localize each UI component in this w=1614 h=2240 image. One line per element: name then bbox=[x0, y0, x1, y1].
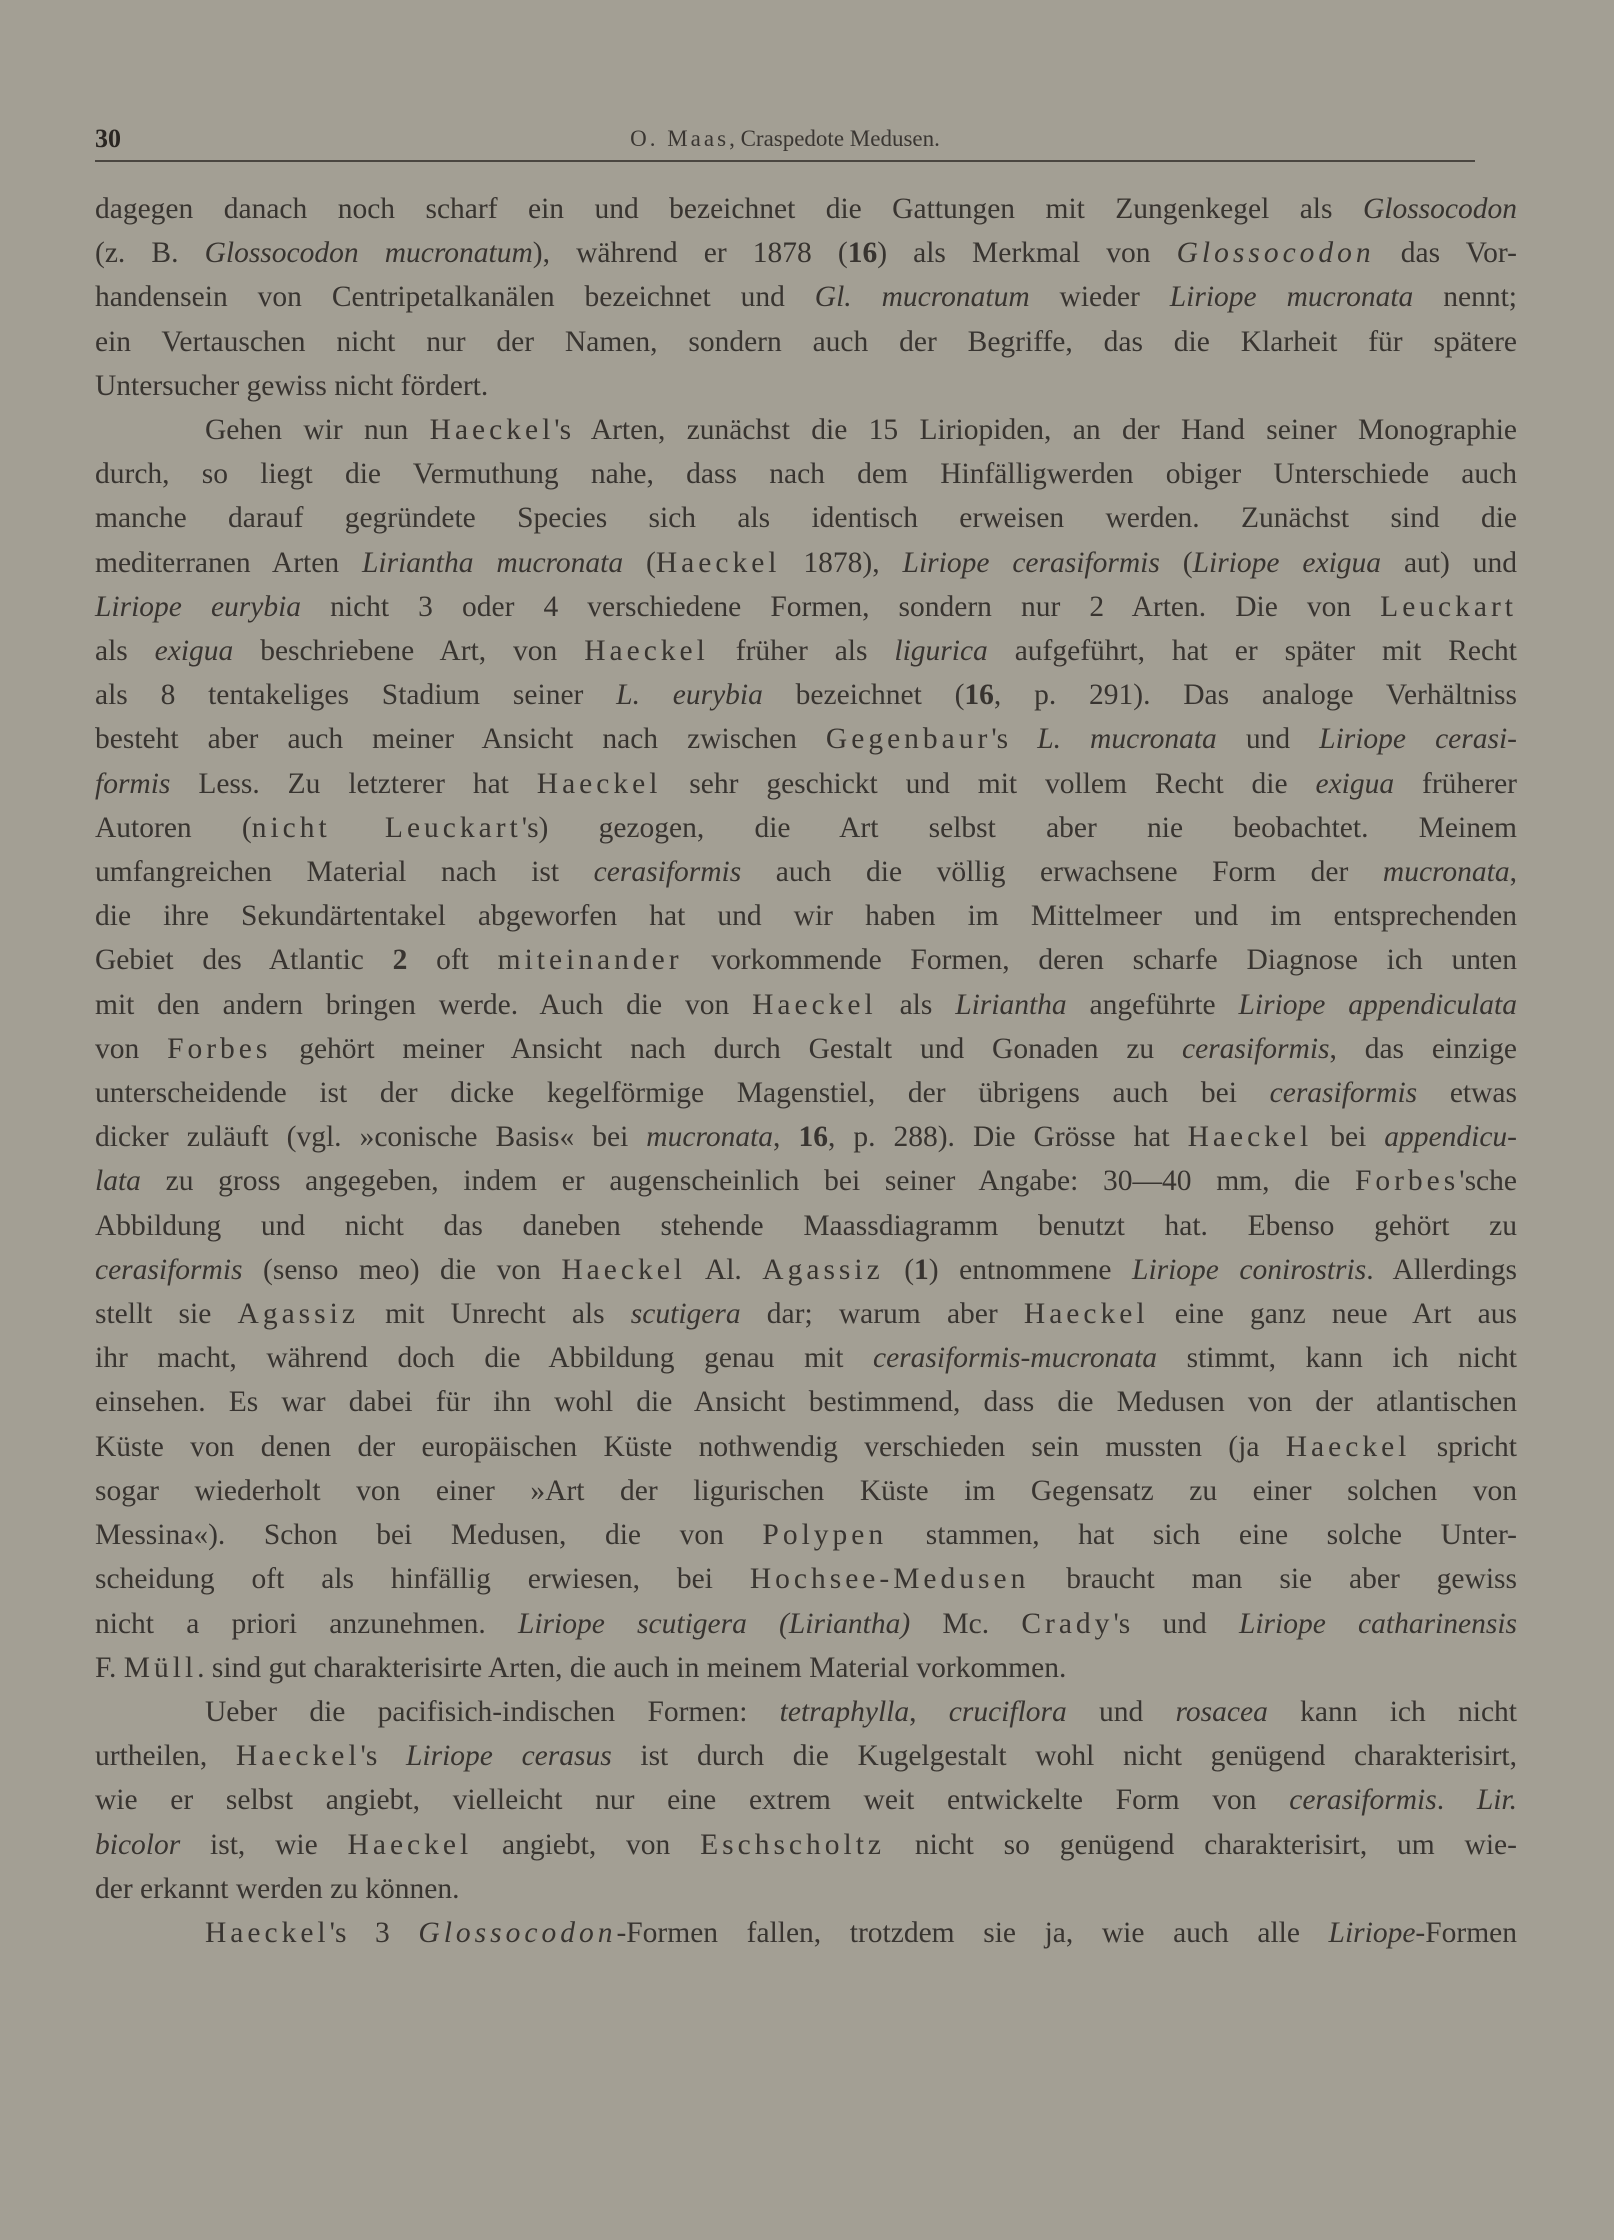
running-head-title: , Craspedote Medusen. bbox=[729, 126, 940, 151]
text-line: bicolor ist, wie Haeckel angiebt, von Eschscholtz nicht so genügend charakterisirt, um wie- bbox=[95, 1828, 1517, 1861]
text-line: Autoren (nicht Leuckart's) gezogen, die Art selbst aber nie beobachtet. Meinem bbox=[95, 811, 1517, 844]
text-line: dagegen danach noch scharf ein und bezeichnet die Gattungen mit Zungenkegel als Glossocodon bbox=[95, 193, 1517, 225]
text-line: F. Müll. sind gut charakterisirte Arten, die auch in meinem Material vorkommen. bbox=[95, 1651, 1067, 1684]
text-line: lata zu gross angegeben, indem er augenscheinlich bei seiner Angabe: 30—40 mm, die Forbes'sche bbox=[95, 1165, 1517, 1198]
text-line: besteht aber auch meiner Ansicht nach zwischen Gegenbaur's L. mucronata und Liriope cerasi- bbox=[95, 723, 1518, 756]
text-line: cerasiformis (senso meo) die von Haeckel Al. Agassiz (1) entnommene Liriope conirostris. Allerdings bbox=[95, 1253, 1517, 1286]
text-line: Liriope eurybia nicht 3 oder 4 verschiedene Formen, sondern nur 2 Arten. Die von Leuckart bbox=[95, 590, 1517, 623]
text-line: urtheilen, Haeckel's Liriope cerasus ist durch die Kugelgestalt wohl nicht genügend charakterisirt, bbox=[95, 1740, 1517, 1773]
text-line: Messina«). Schon bei Medusen, die von Polypen stammen, hat sich eine solche Unter- bbox=[95, 1519, 1518, 1552]
text-line: ihr macht, während doch die Abbildung genau mit cerasiformis-mucronata stimmt, kann ich nicht bbox=[95, 1342, 1517, 1375]
text-line: stellt sie Agassiz mit Unrecht als scutigera dar; warum aber Haeckel eine ganz neue Art aus bbox=[95, 1298, 1517, 1331]
text-line: der erkannt werden zu können. bbox=[95, 1872, 460, 1905]
text-line: mediterranen Arten Liriantha mucronata (Haeckel 1878), Liriope cerasiformis (Liriope exigua aut) und bbox=[95, 546, 1517, 579]
text-line: mit den andern bringen werde. Auch die von Haeckel als Liriantha angeführte Liriope appendiculata bbox=[95, 988, 1517, 1021]
text-line: formis Less. Zu letzterer hat Haeckel sehr geschickt und mit vollem Recht die exigua früherer bbox=[95, 767, 1518, 800]
text-line: unterscheidende ist der dicke kegelförmige Magenstiel, der übrigens auch bei cerasiformis etwas bbox=[95, 1077, 1517, 1110]
text-line: nicht a priori anzunehmen. Liriope scutigera (Liriantha) Mc. Crady's und Liriope catharinensis bbox=[95, 1607, 1517, 1640]
text-line: einsehen. Es war dabei für ihn wohl die Ansicht bestimmend, dass die Medusen von der atlantischen bbox=[95, 1386, 1517, 1419]
text-line: als 8 tentakeliges Stadium seiner L. eurybia bezeichnet (16, p. 291). Das analoge Verhältniss bbox=[95, 679, 1517, 712]
page-header bbox=[95, 124, 1475, 162]
text-line: von Forbes gehört meiner Ansicht nach durch Gestalt und Gonaden zu cerasiformis, das einzige bbox=[95, 1032, 1518, 1065]
text-line: Ueber die pacifisich-indischen Formen: tetraphylla, cruciflora und rosacea kann ich nicht bbox=[205, 1695, 1518, 1728]
text-line: durch, so liegt die Vermuthung nahe, dass nach dem Hinfälligwerden obiger Unterschiede auch bbox=[95, 458, 1517, 491]
body-text bbox=[95, 187, 1517, 1955]
text-line: manche darauf gegründete Species sich als identisch erweisen werden. Zunächst sind die bbox=[95, 502, 1517, 535]
text-line: Abbildung und nicht das daneben stehende Maassdiagramm benutzt hat. Ebenso gehört zu bbox=[95, 1209, 1517, 1242]
text-line: dicker zuläuft (vgl. »conische Basis« bei mucronata, 16, p. 288). Die Grösse hat Haeckel bei appendicu- bbox=[95, 1121, 1518, 1154]
text-line: Gebiet des Atlantic 2 oft miteinander vorkommende Formen, deren scharfe Diagnose ich unten bbox=[95, 944, 1517, 977]
text-line: umfangreichen Material nach ist cerasiformis auch die völlig erwachsene Form der mucronata, bbox=[95, 856, 1517, 889]
text-line: Gehen wir nun Haeckel's Arten, zunächst die 15 Liriopiden, an der Hand seiner Monographie bbox=[205, 414, 1517, 447]
text-line: Küste von denen der europäischen Küste nothwendig verschieden sein mussten (ja Haeckel spricht bbox=[95, 1430, 1517, 1463]
text-line: Untersucher gewiss nicht fördert. bbox=[95, 369, 489, 402]
running-head-author: O. Maas bbox=[630, 126, 730, 151]
text-line: handensein von Centripetalkanälen bezeichnet und Gl. mucronatum wieder Liriope mucronata nennt; bbox=[95, 281, 1517, 314]
text-line: die ihre Sekundärtentakel abgeworfen hat und wir haben im Mittelmeer und im entsprechenden bbox=[95, 900, 1517, 933]
text-line: als exigua beschriebene Art, von Haeckel früher als ligurica aufgeführt, hat er später mit Recht bbox=[95, 635, 1517, 668]
text-line: (z. B. Glossocodon mucronatum), während er 1878 (16) als Merkmal von Glossocodon das Vor- bbox=[95, 237, 1517, 270]
text-line: Haeckel's 3 Glossocodon-Formen fallen, trotzdem sie ja, wie auch alle Liriope-Formen bbox=[205, 1916, 1518, 1949]
page-number: 30 bbox=[95, 124, 121, 153]
text-line: wie er selbst angiebt, vielleicht nur eine extrem weit entwickelte Form von cerasiformis. Lir. bbox=[95, 1784, 1518, 1817]
text-line: sogar wiederholt von einer »Art der ligurischen Küste im Gegensatz zu einer solchen von bbox=[95, 1474, 1517, 1507]
text-line: ein Vertauschen nicht nur der Namen, sondern auch der Begriffe, das die Klarheit für spätere bbox=[95, 325, 1517, 358]
running-head bbox=[95, 126, 1475, 152]
text-line: scheidung oft als hinfällig erwiesen, bei Hochsee-Medusen braucht man sie aber gewiss bbox=[95, 1563, 1517, 1596]
